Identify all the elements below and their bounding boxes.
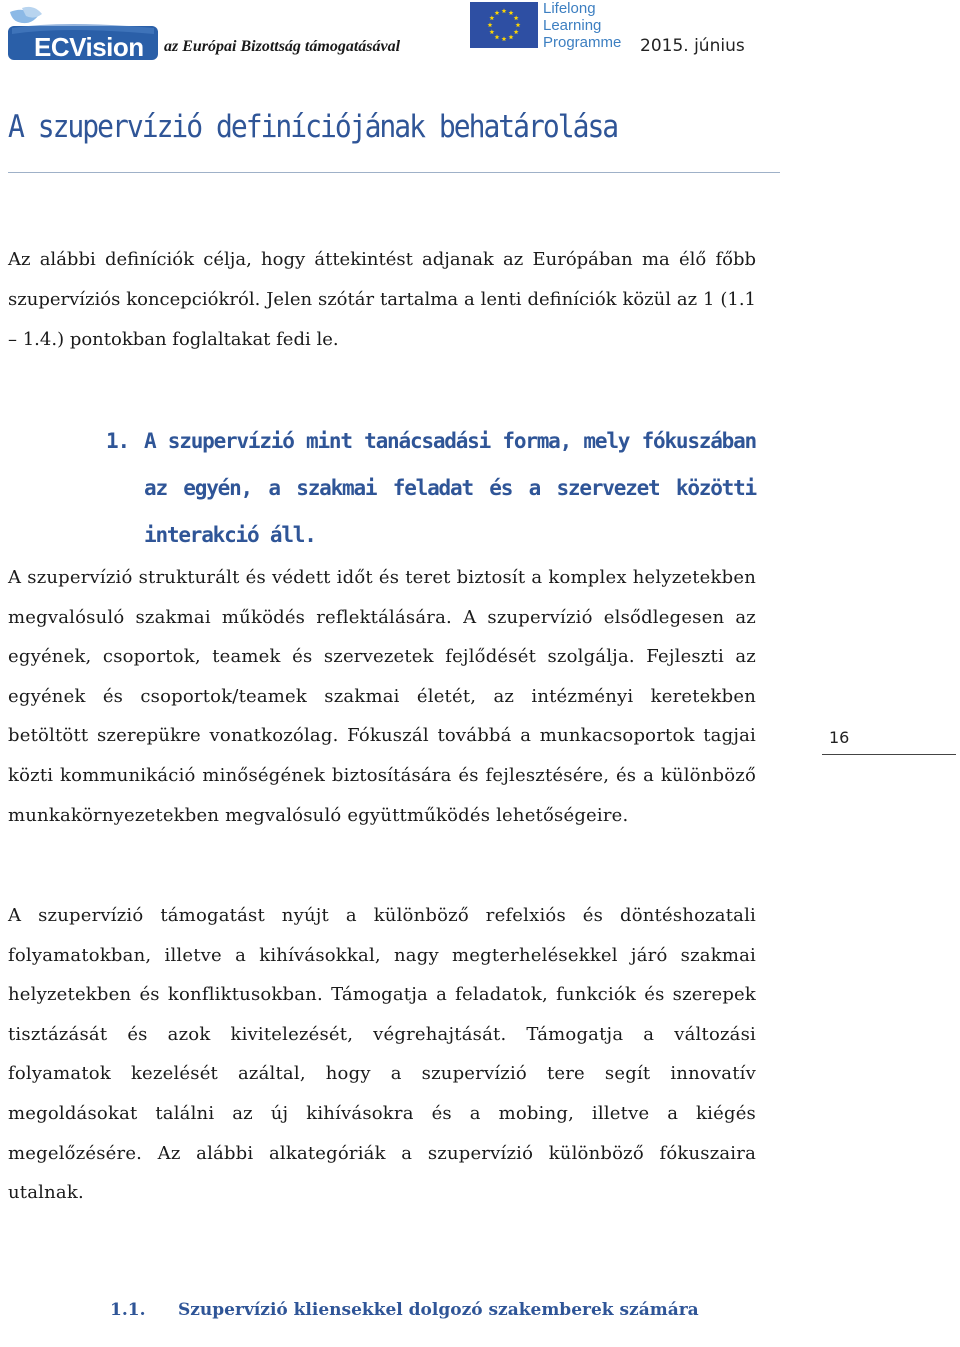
section-number: 1.: [106, 429, 129, 453]
section-paragraph-2: A szupervízió támogatást nyújt a különböző refelxiós és döntéshozatali folyamatokban, illetve a kihívásokkal, nagy megterhelésekkel járó szakmai helyzetekben és konfliktusokban. Támogatja a feladatok, funkciók és szerepek tisztázását és azok kivitelezését, végrehajtását. Támogatja a változási folyamatok kezelését azáltal, hogy a szupervízió tere segít innovatív megoldásokat találni az új kihívásokra és a mobing, illetve a kiégés megelőzésére. Az alábbi alkategóriák a szupervízió különböző fókuszaira utalnak.: [8, 905, 756, 1204]
page-number-rule: [822, 754, 956, 755]
subsection-heading-text: Szupervízió kliensekkel dolgozó szakemberek számára: [178, 1300, 699, 1320]
section-paragraph-1: A szupervízió strukturált és védett időt és teret biztosít a komplex helyzetekben megvalósuló szakmai működés reflektálására. A szupervízió elsődlegesen az egyének, csoportok, teamek és szervezetek fejlődését szolgálja. Fejleszti az egyének és csoportok/teamek szakmai életét, az intézményi keretekben betöltött szerepükre vonatkozólag. Fókuszál továbbá a munkacsoportok tagjai közti kommunikáció minőségének biztosítására és fejlesztésére, és a különböző munkakörnyezetekben megvalósuló együttműködés lehetőségeire.: [8, 567, 756, 826]
eu-support-text: az Európai Bizottság támogatásával: [164, 38, 401, 55]
page-header: [0, 0, 960, 72]
document-date: 2015. június: [640, 36, 745, 56]
ecvision-logo: [4, 4, 160, 62]
page-number: 16: [829, 728, 850, 747]
llp-line-3: Programme: [543, 34, 622, 51]
subsection-number: 1.1.: [110, 1300, 146, 1320]
subsection-heading: [110, 1296, 710, 1324]
llp-line-1: Lifelong: [543, 0, 596, 17]
section-heading-1: [106, 418, 756, 559]
title-divider: [8, 172, 780, 173]
eu-flag-icon: [470, 2, 538, 48]
lifelong-learning-programme-logo: [543, 0, 639, 51]
section-heading-text: A szupervízió mint tanácsadási forma, mely fókuszában az egyén, a szakmai feladat és a szervezet közötti interakció áll.: [144, 429, 756, 547]
page-title: A szupervízió definíciójának behatárolása: [8, 108, 618, 145]
intro-paragraph: Az alábbi definíciók célja, hogy áttekintést adjanak az Európában ma élő főbb szupervíziós koncepciókról. Jelen szótár tartalma a lenti definíciók közül az 1 (1.1 – 1.4.) pontokban foglaltakat fedi le.: [8, 249, 756, 350]
llp-line-2: Learning: [543, 17, 602, 34]
ecvision-logo-text: ECVision: [34, 32, 144, 62]
